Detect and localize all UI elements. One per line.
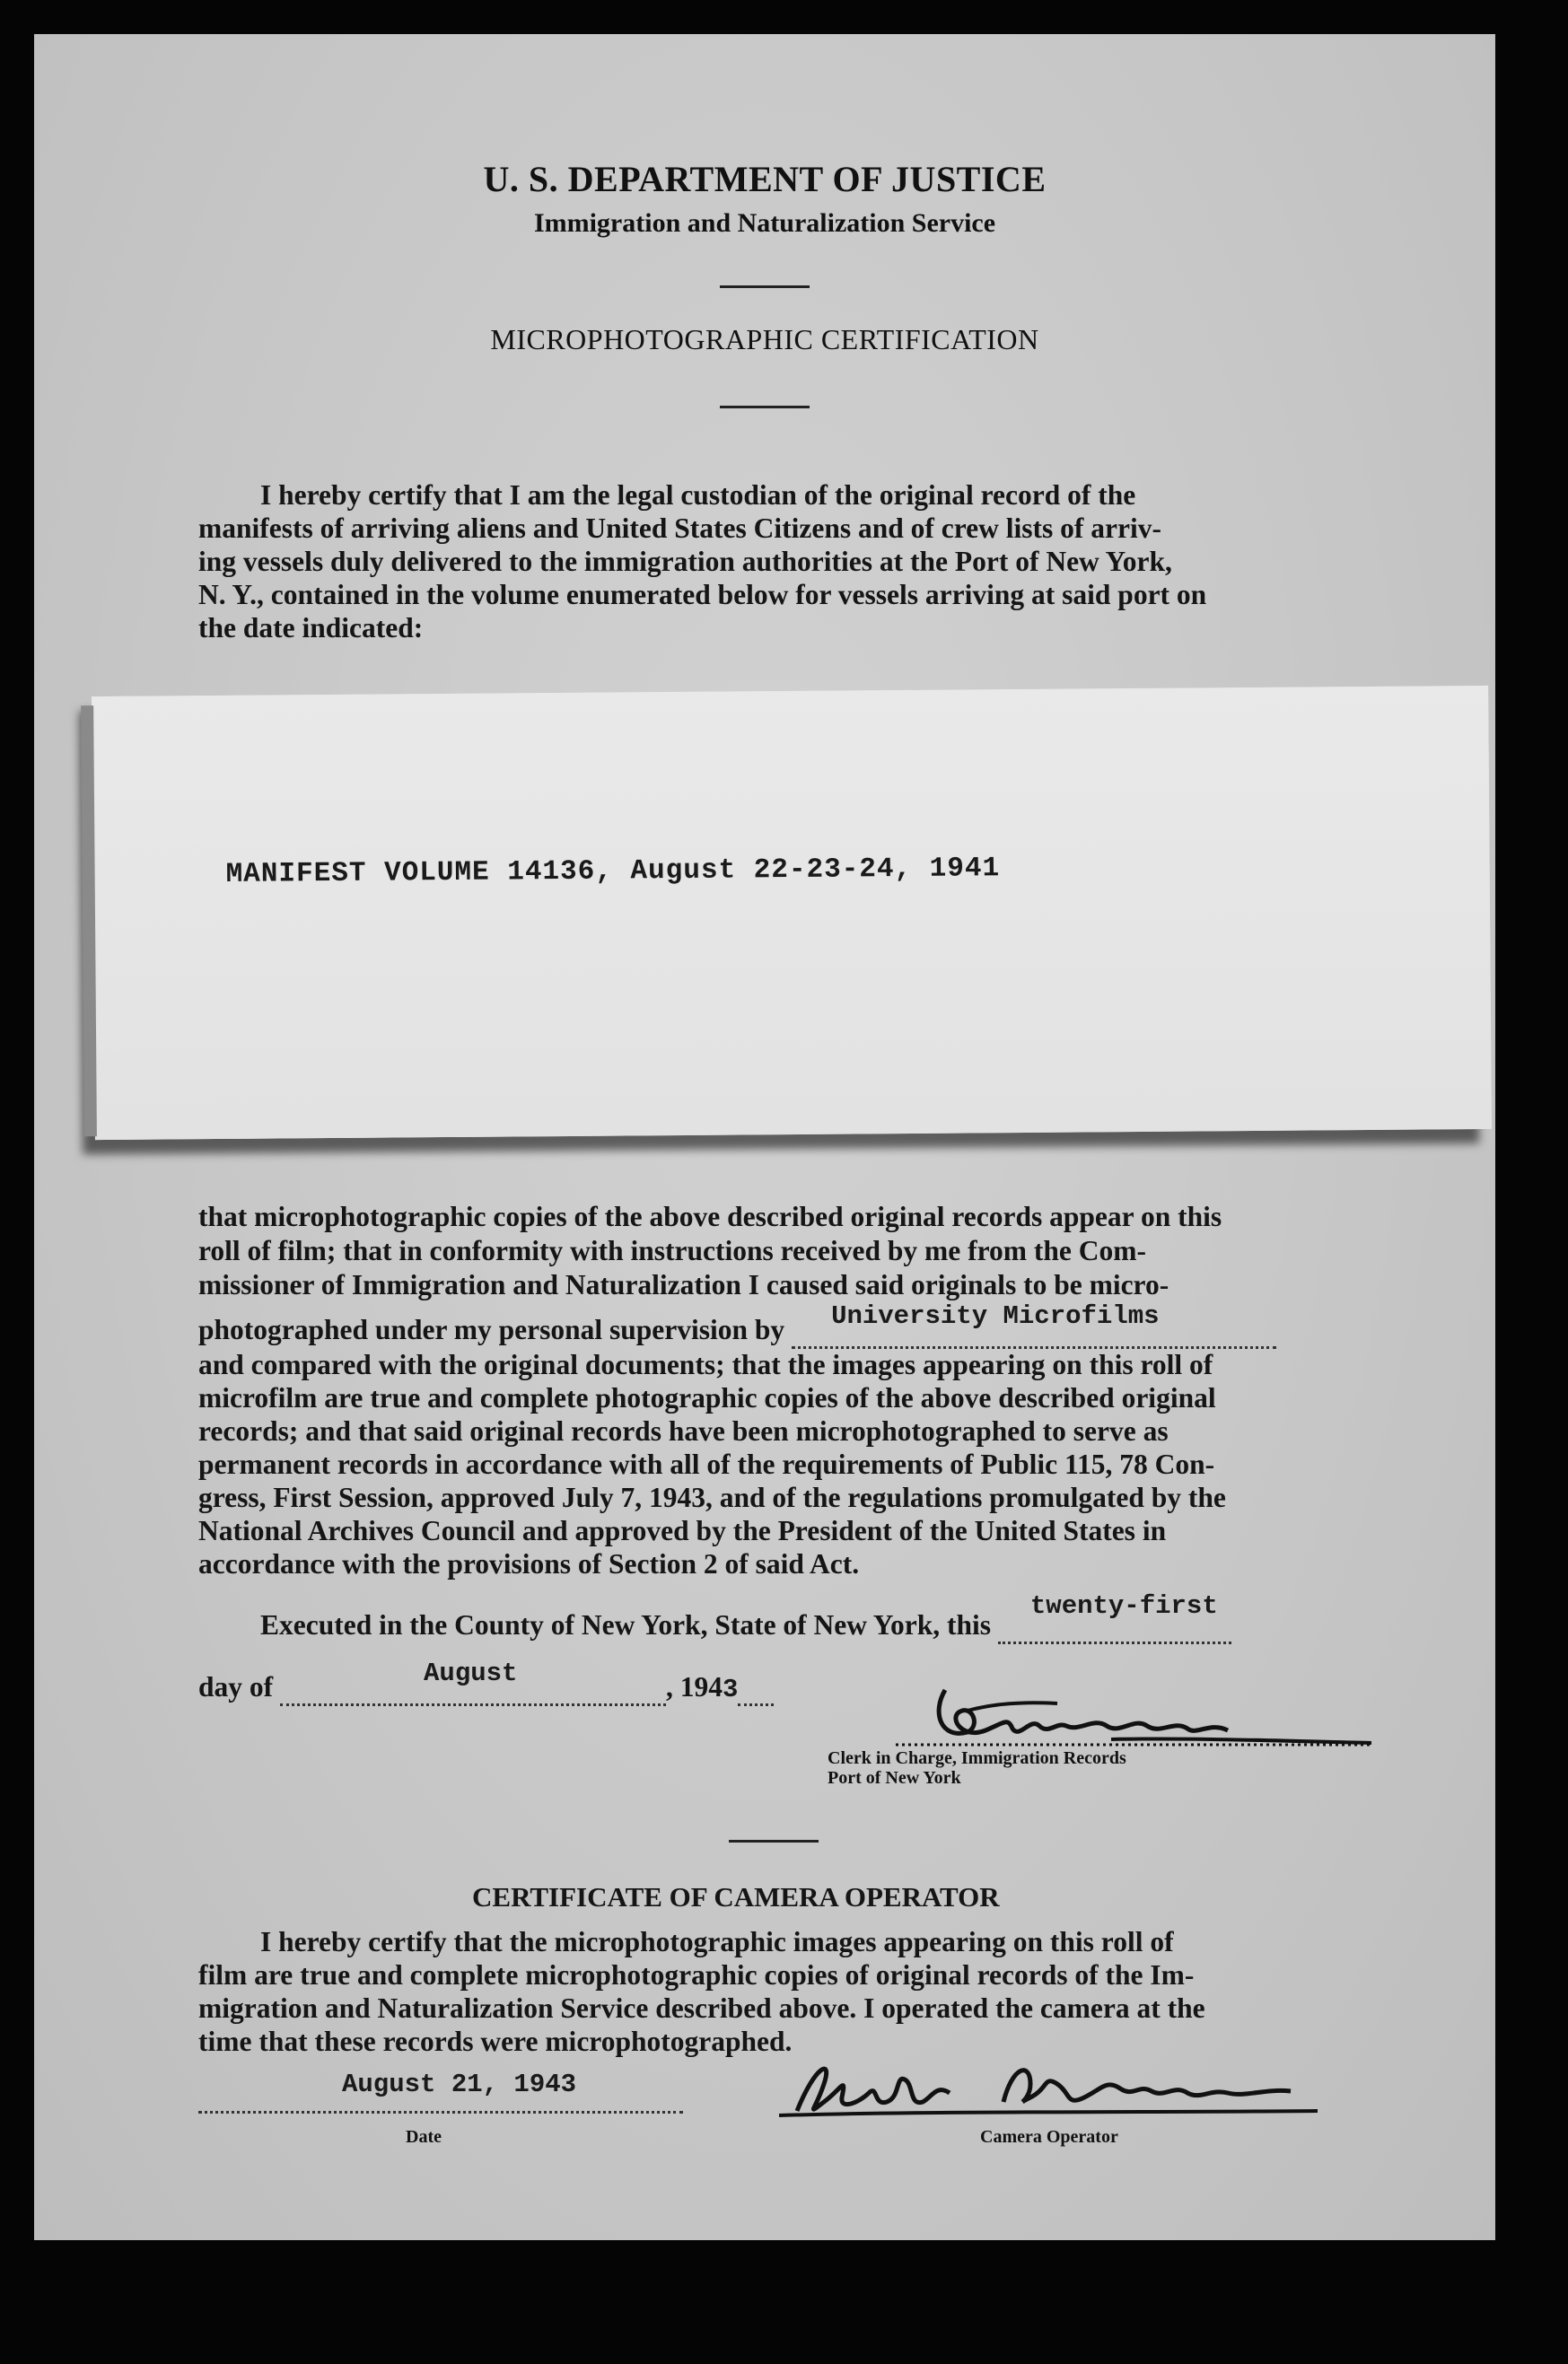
intro-line: I hereby certify that I am the legal custodian of the original record of the: [260, 479, 1136, 511]
camera-line: I hereby certify that the microphotographic images appearing on this roll of: [260, 1926, 1174, 1957]
supervisor-value: University Microfilms: [831, 1301, 1160, 1331]
manifest-volume-text: MANIFEST VOLUME 14136, August 22-23-24, 1941: [225, 853, 1001, 890]
date-field: [198, 2070, 683, 2114]
intro-line: manifests of arriving aliens and United States Citizens and of crew lists of arriv-: [198, 512, 1161, 544]
camera-operator-signature: [761, 2048, 1353, 2129]
clerk-title: Clerk in Charge, Immigration Records: [828, 1748, 1126, 1768]
manifest-slip: [92, 686, 1492, 1140]
certification-title: MICROPHOTOGRAPHIC CERTIFICATION: [490, 323, 1039, 355]
clerk-signature: [788, 1677, 1380, 1757]
day-field: [998, 1591, 1231, 1644]
supervisor-field: [792, 1301, 1276, 1349]
camera-line: time that these records were microphotographed.: [198, 2026, 793, 2057]
body-line: that microphotographic copies of the above described original records appear on this: [198, 1201, 1222, 1232]
intro-line: ing vessels duly delivered to the immigration authorities at the Port of New York,: [198, 546, 1172, 577]
day-of-line: [198, 1659, 774, 1706]
body-line: missioner of Immigration and Naturalization I caused said originals to be micro-: [198, 1269, 1169, 1300]
body-line: accordance with the provisions of Section 2 of said Act.: [198, 1548, 860, 1580]
clerk-port: Port of New York: [828, 1768, 961, 1788]
year-field-tail: [738, 1671, 774, 1706]
body-line: National Archives Council and approved by the President of the United States in: [198, 1515, 1167, 1546]
year-prefix: , 194: [666, 1671, 723, 1703]
service-subheading: Immigration and Naturalization Service: [533, 208, 996, 238]
camera-title: CERTIFICATE OF CAMERA OPERATOR: [472, 1881, 1000, 1913]
divider: [720, 406, 810, 408]
date-label: Date: [406, 2127, 442, 2147]
supervision-prefix: photographed under my personal supervision by: [198, 1314, 785, 1345]
day-of-label: day of: [198, 1671, 274, 1703]
certificate-sheet: [34, 34, 1495, 2240]
body-line: and compared with the original documents; that the images appearing on this roll of: [198, 1349, 1213, 1380]
divider: [729, 1840, 819, 1843]
date-value: August 21, 1943: [342, 2070, 577, 2099]
body-line: roll of film; that in conformity with instructions received by me from the Com-: [198, 1235, 1146, 1266]
executed-prefix: Executed in the County of New York, State of New York, this: [260, 1609, 992, 1641]
body-line: gress, First Session, approved July 7, 1943, and of the regulations promulgated by the: [198, 1482, 1226, 1513]
intro-line: the date indicated:: [198, 612, 424, 644]
month-value: August: [424, 1659, 518, 1688]
body-line: [198, 1301, 1276, 1349]
body-line: permanent records in accordance with all of the requirements of Public 115, 78 Con-: [198, 1449, 1215, 1480]
slip-shadow-edge: [81, 705, 97, 1136]
camera-line: migration and Naturalization Service described above. I operated the camera at the: [198, 1992, 1205, 2024]
intro-line: N. Y., contained in the volume enumerated below for vessels arriving at said port on: [198, 579, 1207, 610]
camera-line: film are true and complete microphotographic copies of original records of the Im-: [198, 1959, 1195, 1991]
camera-operator-label: Camera Operator: [980, 2127, 1118, 2147]
day-value: twenty-first: [1029, 1591, 1218, 1621]
month-field: [280, 1659, 666, 1706]
body-line: microfilm are true and complete photographic copies of the above described original: [198, 1382, 1216, 1414]
executed-line: [260, 1591, 1231, 1644]
year-digit: 3: [723, 1675, 739, 1704]
department-heading: U. S. DEPARTMENT OF JUSTICE: [483, 159, 1047, 199]
divider: [720, 285, 810, 288]
body-line: records; and that said original records have been microphotographed to serve as: [198, 1415, 1169, 1447]
